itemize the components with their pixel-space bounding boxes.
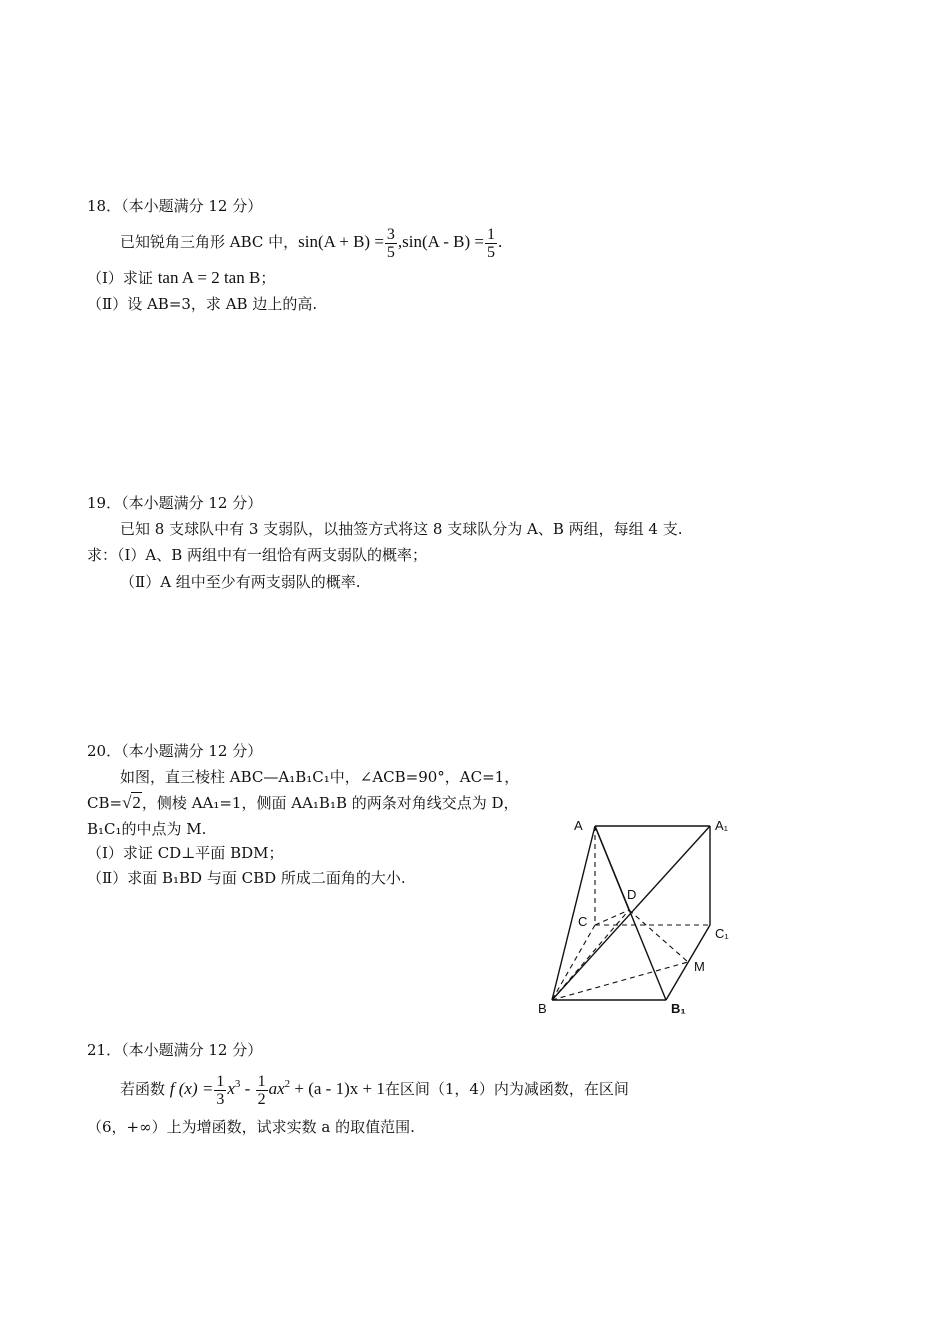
- label-B: B: [538, 1001, 547, 1016]
- q18-end: .: [498, 232, 503, 251]
- q21-ax2: [269, 1079, 291, 1098]
- q18-frac1-den: 5: [386, 243, 395, 261]
- q18-fraction-1-5: [485, 226, 497, 261]
- q21-exp2: 2: [284, 1078, 291, 1090]
- q18-part2: （Ⅱ）设 AB=3，求 AB 边上的高.: [87, 295, 318, 313]
- q21-x3: [227, 1079, 240, 1098]
- q20-line2-prefix: CB=: [87, 794, 123, 812]
- hidden-segment-C-D: [595, 910, 629, 925]
- q20-line2: [87, 793, 519, 813]
- q21-frac2-num: 1: [257, 1072, 266, 1090]
- hidden-segment-B-M: [552, 962, 688, 1000]
- q21-rest: + (a - 1)x + 1: [290, 1079, 385, 1098]
- q21-fraction-1-2: [256, 1073, 268, 1108]
- q20-sqrt: √2: [122, 793, 141, 812]
- hidden-segment-D-M: [629, 910, 688, 962]
- q21-ax: ax: [268, 1079, 285, 1098]
- q19-part1: 求：（Ⅰ）A、B 两组中有一组恰有两支弱队的概率；: [87, 546, 428, 564]
- q18-part1: [87, 268, 275, 288]
- label-M: M: [694, 959, 705, 974]
- q21-x: x: [227, 1079, 235, 1098]
- label-A1: A₁: [715, 818, 729, 833]
- prism-figure: [530, 808, 760, 1023]
- edge-A-D: [595, 826, 629, 910]
- q18-frac2-num: 1: [487, 225, 496, 243]
- q19-heading: 19．（本小题满分 12 分）: [87, 494, 263, 512]
- edge-A-B: [552, 826, 595, 1000]
- q21-f-lhs-text: f (x) =: [169, 1079, 214, 1098]
- diagonal-B-A1: [552, 826, 710, 1000]
- q20-line3: B₁C₁的中点为 M.: [87, 820, 207, 838]
- q20-part2: （Ⅱ）求面 B₁BD 与面 CBD 所成二面角的大小.: [87, 869, 406, 887]
- q20-heading: 20．（本小题满分 12 分）: [87, 742, 263, 760]
- q20-sqrt-value: 2: [132, 793, 141, 812]
- q18-part1-math: tan A = 2 tan B: [157, 268, 261, 287]
- q19-intro: 已知 8 支球队中有 3 支弱队，以抽签方式将这 8 支球队分为 A、B 两组，每组 4 支.: [120, 520, 683, 538]
- q21-frac2-den: 2: [257, 1090, 266, 1108]
- q18-heading: 18．（本小题满分 12 分）: [87, 197, 263, 215]
- q19-part2: （Ⅱ）A 组中至少有两支弱队的概率.: [120, 573, 361, 591]
- q20-line1: 如图，直三棱柱 ABC—A₁B₁C₁中，∠ACB=90°，AC=1，: [120, 768, 520, 786]
- q21-tail: 在区间（1，4）内为减函数，在区间: [384, 1080, 629, 1098]
- q18-given: [120, 222, 502, 262]
- q18-frac1-num: 3: [386, 225, 395, 243]
- label-C: C: [578, 914, 588, 929]
- q21-f-lhs: [170, 1079, 214, 1098]
- q21-intro: 若函数: [120, 1080, 170, 1098]
- q21-heading: 21．（本小题满分 12 分）: [87, 1041, 263, 1059]
- q18-sin-minus: ,sin(A - B) =: [397, 232, 485, 251]
- q21-minus: -: [240, 1079, 255, 1098]
- q21-exp3: 3: [234, 1078, 241, 1090]
- q20-line2-suffix: ，侧棱 AA₁=1，侧面 AA₁B₁B 的两条对角线交点为 D，: [141, 794, 519, 812]
- q21-fraction-1-3: [214, 1073, 226, 1108]
- label-C1: C₁: [715, 926, 729, 941]
- q21-function: [120, 1064, 629, 1109]
- q21-frac1-den: 3: [216, 1090, 225, 1108]
- label-A: A: [574, 818, 583, 833]
- q18-sin-plus: sin(A + B) =: [298, 232, 384, 251]
- q20-part1: （Ⅰ）求证 CD⊥平面 BDM；: [87, 844, 284, 862]
- q21-line2: （6，+∞）上为增函数，试求实数 a 的取值范围.: [87, 1118, 415, 1136]
- q18-fraction-3-5: [385, 226, 397, 261]
- q18-part1-suffix: ；: [260, 269, 276, 287]
- q18-part1-prefix: （Ⅰ）求证: [87, 269, 158, 287]
- label-D: D: [627, 887, 637, 902]
- q18-frac2-den: 5: [487, 243, 496, 261]
- hidden-edge-C-B: [552, 925, 595, 1000]
- q18-intro: 已知锐角三角形 ABC 中，: [120, 233, 299, 251]
- q21-frac1-num: 1: [216, 1072, 225, 1090]
- label-B1: B₁: [671, 1001, 686, 1016]
